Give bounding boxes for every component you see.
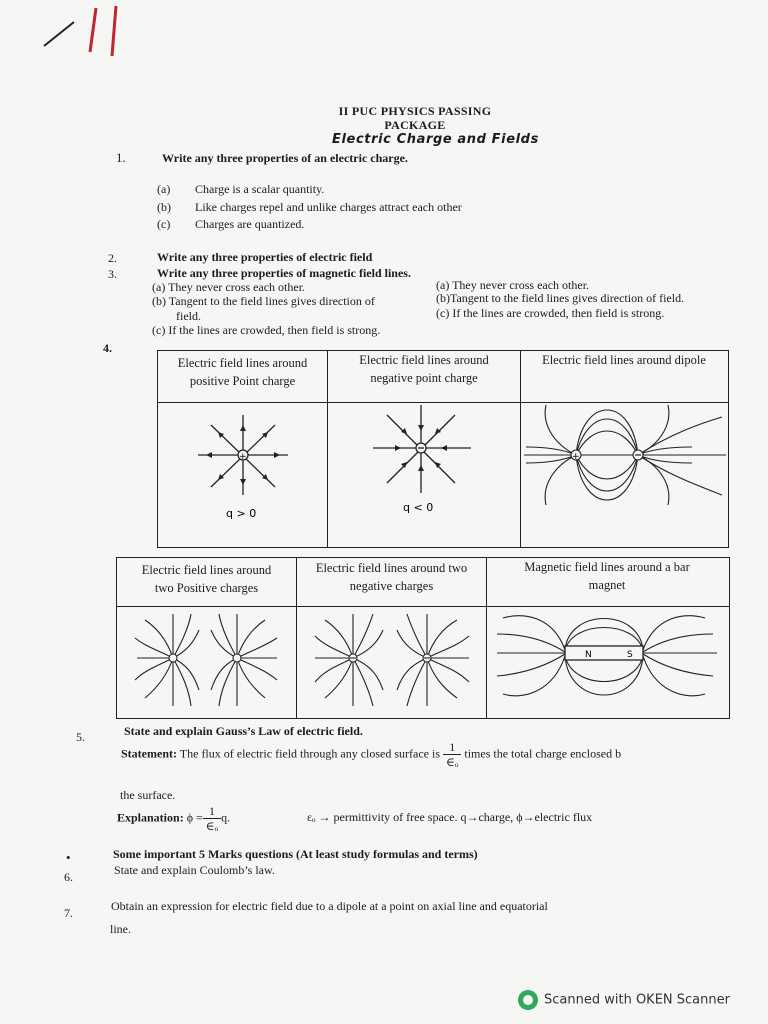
q7-line2: line. — [110, 922, 131, 936]
q1-c-text: Charges are quantized. — [195, 217, 305, 231]
q3-number: 3. — [108, 267, 117, 281]
q5-explanation: Explanation: ϕ = $\frac{1}{\text{∈ₒ}}$ q. — [117, 804, 231, 833]
t1-header-2: Electric field lines around negative point charge — [359, 353, 489, 385]
q6-number: 6. — [64, 870, 73, 884]
title-line-2: PACKAGE — [384, 118, 446, 132]
q2-number: 2. — [108, 251, 117, 265]
q3-question: Write any three properties of magnetic field lines. — [157, 266, 411, 280]
q3-left-b2: field. — [176, 309, 201, 323]
q1-a-text: Charge is a scalar quantity. — [195, 182, 325, 196]
q5-question: State and explain Gauss’s Law of electric field. — [124, 724, 363, 738]
bar-magnet-field-diagram — [493, 608, 723, 716]
q1-b-text: Like charges repel and unlike charges attract each other — [195, 200, 462, 214]
q-negative-label: q < 0 — [403, 501, 434, 514]
q4-number: 4. — [103, 341, 112, 355]
q1-a-label: (a) — [157, 182, 171, 196]
q3-left-a: (a) They never cross each other. — [152, 280, 306, 294]
positive-charge-field-diagram — [178, 403, 308, 547]
q1-c-label: (c) — [157, 217, 171, 231]
q1-number: 1. — [116, 150, 126, 165]
q-positive-label: q > 0 — [226, 507, 257, 520]
chapter-title: Electric Charge and Fields — [332, 132, 539, 147]
t2-header-1: Electric field lines around two Positive charges — [141, 563, 272, 595]
field-lines-table-1 — [157, 350, 729, 548]
statement-fraction: $\frac{1}{\text{∈ₒ}}$ — [443, 740, 461, 769]
two-negative-charges-diagram — [307, 610, 477, 716]
field-lines-table-2 — [116, 557, 730, 719]
svg-text:+: + — [239, 452, 247, 462]
dipole-field-diagram — [522, 403, 728, 547]
negative-charge-field-diagram — [353, 401, 493, 545]
q1-question: Write any three properties of an electric charge. — [162, 151, 408, 165]
title-line-1: II PUC PHYSICS PASSING — [338, 104, 492, 118]
q3-left-c: (c) If the lines are crowded, then field is strong. — [152, 323, 381, 337]
handwritten-mark — [30, 0, 140, 60]
q1-b-label: (b) — [157, 200, 171, 214]
svg-text:+: + — [572, 452, 580, 462]
q6-question: State and explain Coulomb’s law. — [114, 863, 275, 877]
section-bullet: • — [66, 850, 71, 865]
q5-number: 5. — [76, 730, 85, 744]
t2-header-2: Electric field lines around two negative charges — [315, 561, 468, 593]
q2-question: Write any three properties of electric field — [157, 250, 373, 264]
q5-statement-line2: the surface. — [120, 788, 176, 802]
t1-header-1: Electric field lines around positive Point charge — [177, 356, 308, 388]
magnet-s-label: S — [627, 650, 633, 660]
explanation-fraction: $\frac{1}{\text{∈ₒ}}$ — [203, 804, 221, 833]
q3-right-c: (c) If the lines are crowded, then field is strong. — [436, 306, 665, 320]
scanner-footer — [518, 990, 730, 1010]
magnet-n-label: N — [585, 650, 592, 660]
q3-right-a: (a) They never cross each other. — [436, 278, 590, 292]
q7-number: 7. — [64, 906, 73, 920]
q7-line1: Obtain an expression for electric field due to a dipole at a point on axial line and equatorial — [111, 899, 548, 913]
q5-statement: Statement: The flux of electric field through any closed surface is $\frac{1}{\text{∈ₒ}}$ times the total charge enclosed b — [121, 740, 622, 769]
q3-left-b: (b) Tangent to the field lines gives direction of — [152, 294, 375, 308]
two-positive-charges-diagram — [127, 610, 291, 716]
q5-terms: εₒ → permittivity of free space. q→charge, ϕ→electric flux — [307, 810, 593, 824]
t1-header-3: Electric field lines around dipole — [542, 353, 706, 367]
q3-right-b: (b)Tangent to the field lines gives direction of field. — [436, 291, 685, 305]
t2-header-3: Magnetic field lines around a bar magnet — [524, 560, 690, 592]
oken-logo-icon — [518, 990, 538, 1010]
section-title: Some important 5 Marks questions (At least study formulas and terms) — [113, 847, 478, 861]
footer-text: Scanned with OKEN Scanner — [544, 992, 730, 1008]
